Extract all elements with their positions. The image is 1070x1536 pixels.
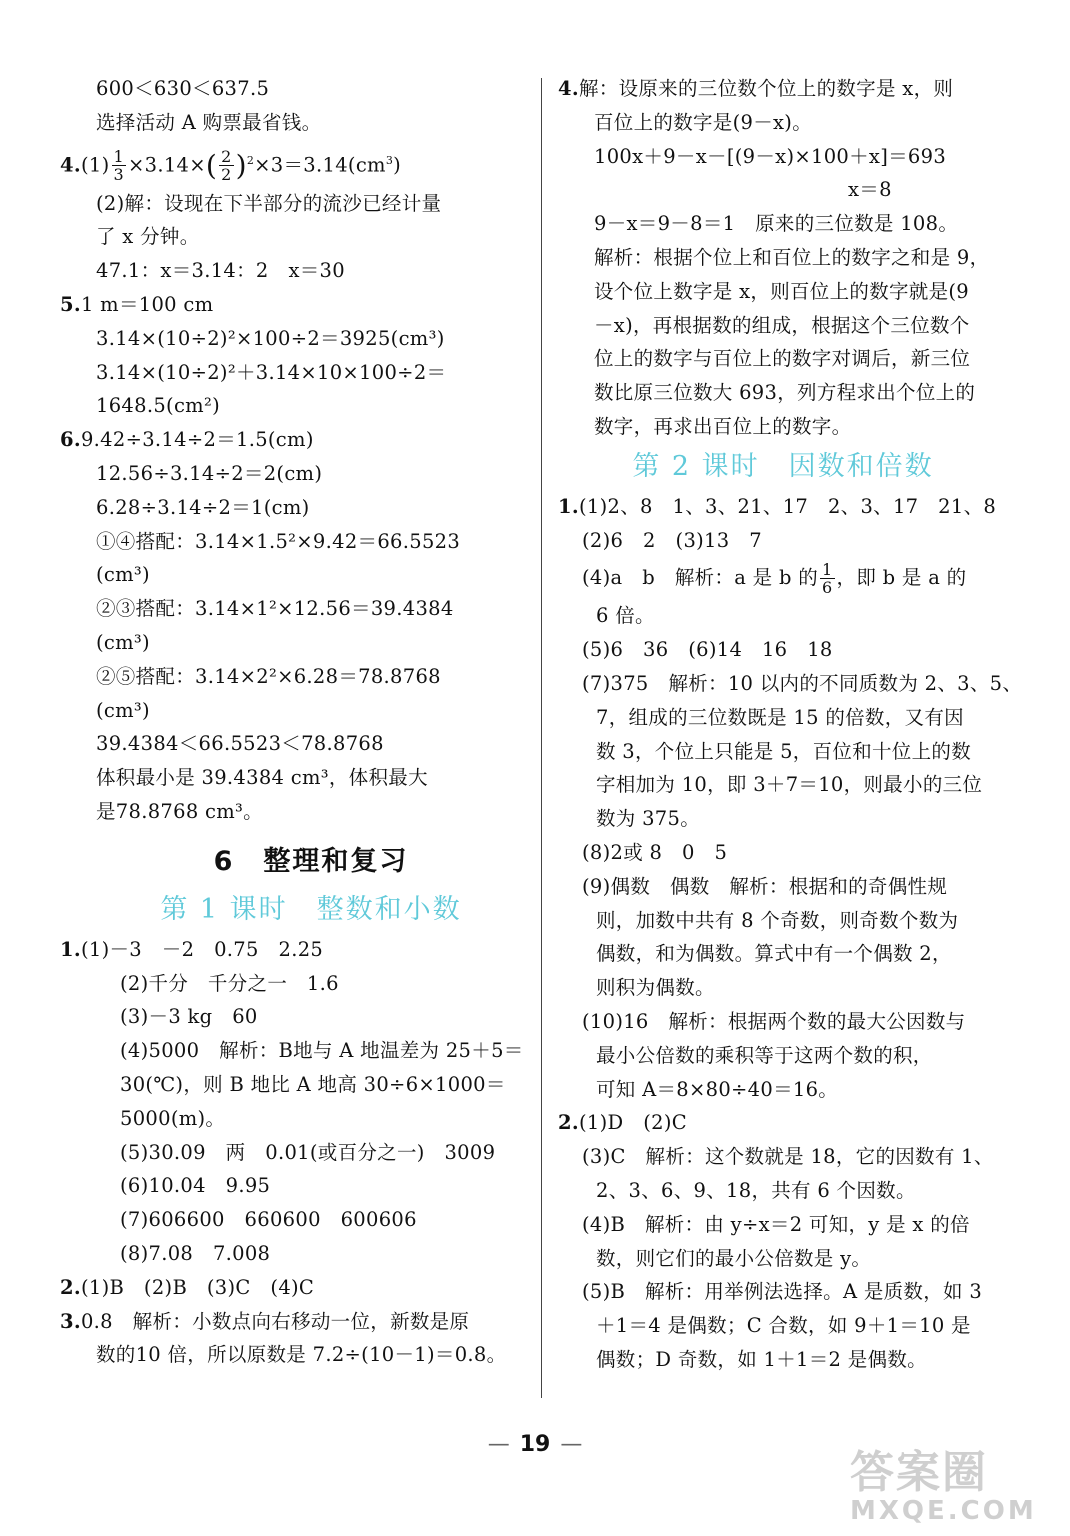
answer-line: 3.14×(10÷2)²×100÷2＝3925(cm³) — [96, 326, 445, 350]
question-number: 5. — [60, 292, 81, 316]
answer-line-with-fraction — [558, 557, 1008, 599]
answer-line: ②③搭配：3.14×1²×12.56＝39.4384 — [96, 597, 454, 621]
answer-line: (4)5000 解析：B地与 A 地温差为 25＋5＝ — [120, 1039, 524, 1063]
page-number-text: 19 — [519, 1432, 551, 1457]
answer-line: 最小公倍数的乘积等于这两个数的积， — [596, 1043, 933, 1067]
section-title: 6 整理和复习 — [213, 845, 409, 877]
text: 9.42÷3.14÷2＝1.5(cm) — [80, 428, 314, 452]
answer-line: 2、3、6、9、18，共有 6 个因数。 — [596, 1178, 916, 1202]
answer-line: (9)偶数 偶数 解析：根据和的奇偶性规 — [582, 874, 948, 898]
denominator: 2 — [221, 165, 232, 185]
text: (1)B (2)B (3)C (4)C — [80, 1275, 315, 1299]
answer-line: 字相加为 10，即 3＋7＝10，则最小的三位 — [596, 773, 983, 797]
text: 解：设原来的三位数个位上的数字是 x，则 — [578, 77, 954, 100]
answer-line: 则，加数中共有 8 个奇数，则奇数个数为 — [596, 908, 959, 932]
answer-line: 600＜630＜637.5 — [96, 77, 270, 100]
text: (1)2、8 1、3、21、17 2、3、17 21、8 — [578, 494, 997, 518]
answer-line: (10)16 解析：根据两个数的最大公因数与 — [582, 1009, 966, 1033]
watermark-url: MXQE.COM — [850, 1496, 1037, 1526]
answer-line: 是78.8768 cm³。 — [96, 799, 263, 823]
watermark-text: 答案圈 — [850, 1447, 988, 1498]
exponent: 2 — [246, 153, 255, 167]
answer-line: (8)7.08 7.008 — [120, 1241, 271, 1265]
answer-line: 设个位上数字是 x，则百位上的数字就是(9 — [594, 279, 970, 303]
question-4-part-1 — [60, 140, 526, 187]
paren: ) — [235, 148, 247, 182]
answer-line: (5)30.09 两 0.01(或百分之一) 3009 — [120, 1140, 496, 1164]
text: (1) — [80, 153, 110, 177]
answer-line: (2)6 2 (3)13 7 — [582, 528, 762, 552]
lesson-title: 第 1 课时 整数和小数 — [160, 893, 462, 925]
answer-line: (7)606600 660600 600606 — [120, 1208, 417, 1232]
answer-line: 39.4384＜66.5523＜78.8768 — [96, 732, 384, 756]
right-column — [558, 72, 1023, 1377]
answer-line: (6)10.04 9.95 — [120, 1174, 271, 1198]
answer-line: (3)C 解析：这个数就是 18，它的因数有 1、 — [582, 1145, 994, 1169]
answer-line: (cm³) — [96, 563, 150, 587]
question-number: 2. — [558, 1111, 579, 1135]
exponent: 3 — [385, 153, 394, 167]
question-number: 4. — [60, 153, 81, 177]
review-1 — [60, 933, 526, 967]
watermark-logo — [850, 1436, 1037, 1526]
numerator: 1 — [113, 147, 124, 167]
answer-line: 了 x 分钟。 — [96, 225, 200, 249]
page-dash: — — [560, 1432, 583, 1457]
answer-line: (8)2或 8 0 5 — [582, 840, 728, 864]
text: ×3.14× — [127, 153, 206, 177]
text: (1)D (2)C — [578, 1111, 687, 1135]
answer-line: 解析：根据个位上和百位上的数字之和是 9， — [594, 245, 990, 269]
answer-line: 位上的数字与百位上的数字对调后，新三位 — [594, 347, 971, 371]
text: ，即 b 是 a 的 — [836, 566, 967, 590]
text: 1 m＝100 cm — [80, 292, 214, 316]
fraction — [112, 148, 126, 183]
question-5 — [60, 288, 526, 322]
answer-line: (5)6 36 (6)14 16 18 — [582, 638, 833, 662]
answer-line: 偶数；D 奇数，如 1＋1＝2 是偶数。 — [596, 1347, 927, 1371]
numerator: 1 — [822, 560, 833, 580]
question-number: 6. — [60, 428, 81, 452]
answer-line: 1648.5(cm²) — [96, 394, 220, 418]
answer-line: (cm³) — [96, 630, 150, 654]
answer-line: ①④搭配：3.14×1.5²×9.42＝66.5523 — [96, 529, 461, 553]
answer-line: 47.1：x＝3.14：2 x＝30 — [96, 259, 345, 283]
answer-line: x＝8 — [848, 178, 892, 202]
answer-line: 体积最小是 39.4384 cm³，体积最大 — [96, 766, 428, 790]
question-4 — [558, 72, 1008, 106]
answer-line: 数的10 倍，所以原数是 7.2÷(10－1)＝0.8。 — [96, 1343, 507, 1367]
answer-line: 30(℃)，则 B 地比 A 地高 30÷6×1000＝ — [120, 1072, 506, 1096]
answer-line: (2)千分 千分之一 1.6 — [120, 971, 339, 995]
left-column — [60, 72, 526, 1372]
answer-line: 数为 375。 — [596, 807, 701, 831]
answer-line: 数字，再求出百位上的数字。 — [594, 414, 852, 438]
answer-line: 数比原三位数大 693，列方程求出个位上的 — [594, 381, 976, 405]
answer-line: 则积为偶数。 — [596, 976, 715, 1000]
review-2 — [60, 1271, 526, 1305]
paren: ( — [205, 148, 218, 182]
factor-question-1 — [558, 490, 1008, 524]
question-number: 1. — [60, 937, 81, 961]
answer-line: 6 倍。 — [596, 604, 655, 628]
answer-line: (2)解：设现在下半部分的流沙已经计量 — [96, 191, 442, 215]
question-6 — [60, 423, 526, 457]
answer-line: 数 3，个位上只能是 5，百位和十位上的数 — [596, 739, 972, 763]
answer-line: 100x＋9－x－[(9－x)×100＋x]＝693 — [594, 144, 947, 168]
answer-line: ②⑤搭配：3.14×2²×6.28＝78.8768 — [96, 664, 441, 688]
text: ×3＝3.14(cm — [254, 153, 386, 177]
answer-line: (7)375 解析：10 以内的不同质数为 2、3、5、 — [582, 671, 1023, 695]
text: 0.8 解析：小数点向右移动一位，新数是原 — [80, 1309, 470, 1333]
question-number: 2. — [60, 1275, 81, 1299]
denominator: 6 — [822, 578, 833, 598]
column-divider — [541, 78, 542, 1398]
fraction — [820, 561, 834, 596]
answer-line: 3.14×(10÷2)²＋3.14×10×100÷2＝ — [96, 360, 447, 384]
answer-line: 数，则它们的最小公倍数是 y。 — [596, 1246, 872, 1270]
answer-line: 选择活动 A 购票最省钱。 — [96, 110, 322, 134]
answer-line: (5)B 解析：用举例法选择。A 是质数，如 3 — [582, 1280, 983, 1304]
denominator: 3 — [113, 165, 124, 185]
page-dash: — — [487, 1432, 510, 1457]
answer-line: 9－x＝9－8＝1 原来的三位数是 108。 — [594, 212, 959, 236]
lesson-title: 第 2 课时 因数和倍数 — [632, 450, 934, 482]
answer-line: 12.56÷3.14÷2＝2(cm) — [96, 461, 323, 485]
answer-line: 可知 A＝8×80÷40＝16。 — [596, 1077, 839, 1101]
answer-line: 7，组成的三位数既是 15 的倍数，又有因 — [596, 705, 964, 729]
question-number: 3. — [60, 1309, 81, 1333]
question-number: 1. — [558, 494, 579, 518]
answer-line: (cm³) — [96, 698, 150, 722]
fraction — [219, 148, 233, 183]
answer-line: (3)－3 kg 60 — [120, 1005, 258, 1029]
answer-line: 6.28÷3.14÷2＝1(cm) — [96, 495, 310, 519]
answer-line: 5000(m)。 — [120, 1106, 226, 1130]
answer-line: 偶数，和为偶数。算式中有一个偶数 2， — [596, 942, 952, 966]
text: (1)－3 －2 0.75 2.25 — [80, 937, 324, 961]
question-number: 4. — [558, 77, 579, 100]
answer-line: (4)B 解析：由 y÷x＝2 可知，y 是 x 的倍 — [582, 1212, 970, 1236]
answer-line: ＋1＝4 是偶数；C 合数，如 9＋1＝10 是 — [596, 1314, 971, 1338]
review-3 — [60, 1305, 526, 1339]
factor-question-2 — [558, 1106, 1008, 1140]
answer-line: 百位上的数字是(9－x)。 — [594, 110, 813, 134]
text: ) — [393, 153, 402, 177]
text: (4)a b 解析：a 是 b 的 — [582, 566, 819, 590]
numerator: 2 — [221, 147, 232, 167]
answer-line: －x)，再根据数的组成，根据这个三位数个 — [594, 313, 970, 337]
